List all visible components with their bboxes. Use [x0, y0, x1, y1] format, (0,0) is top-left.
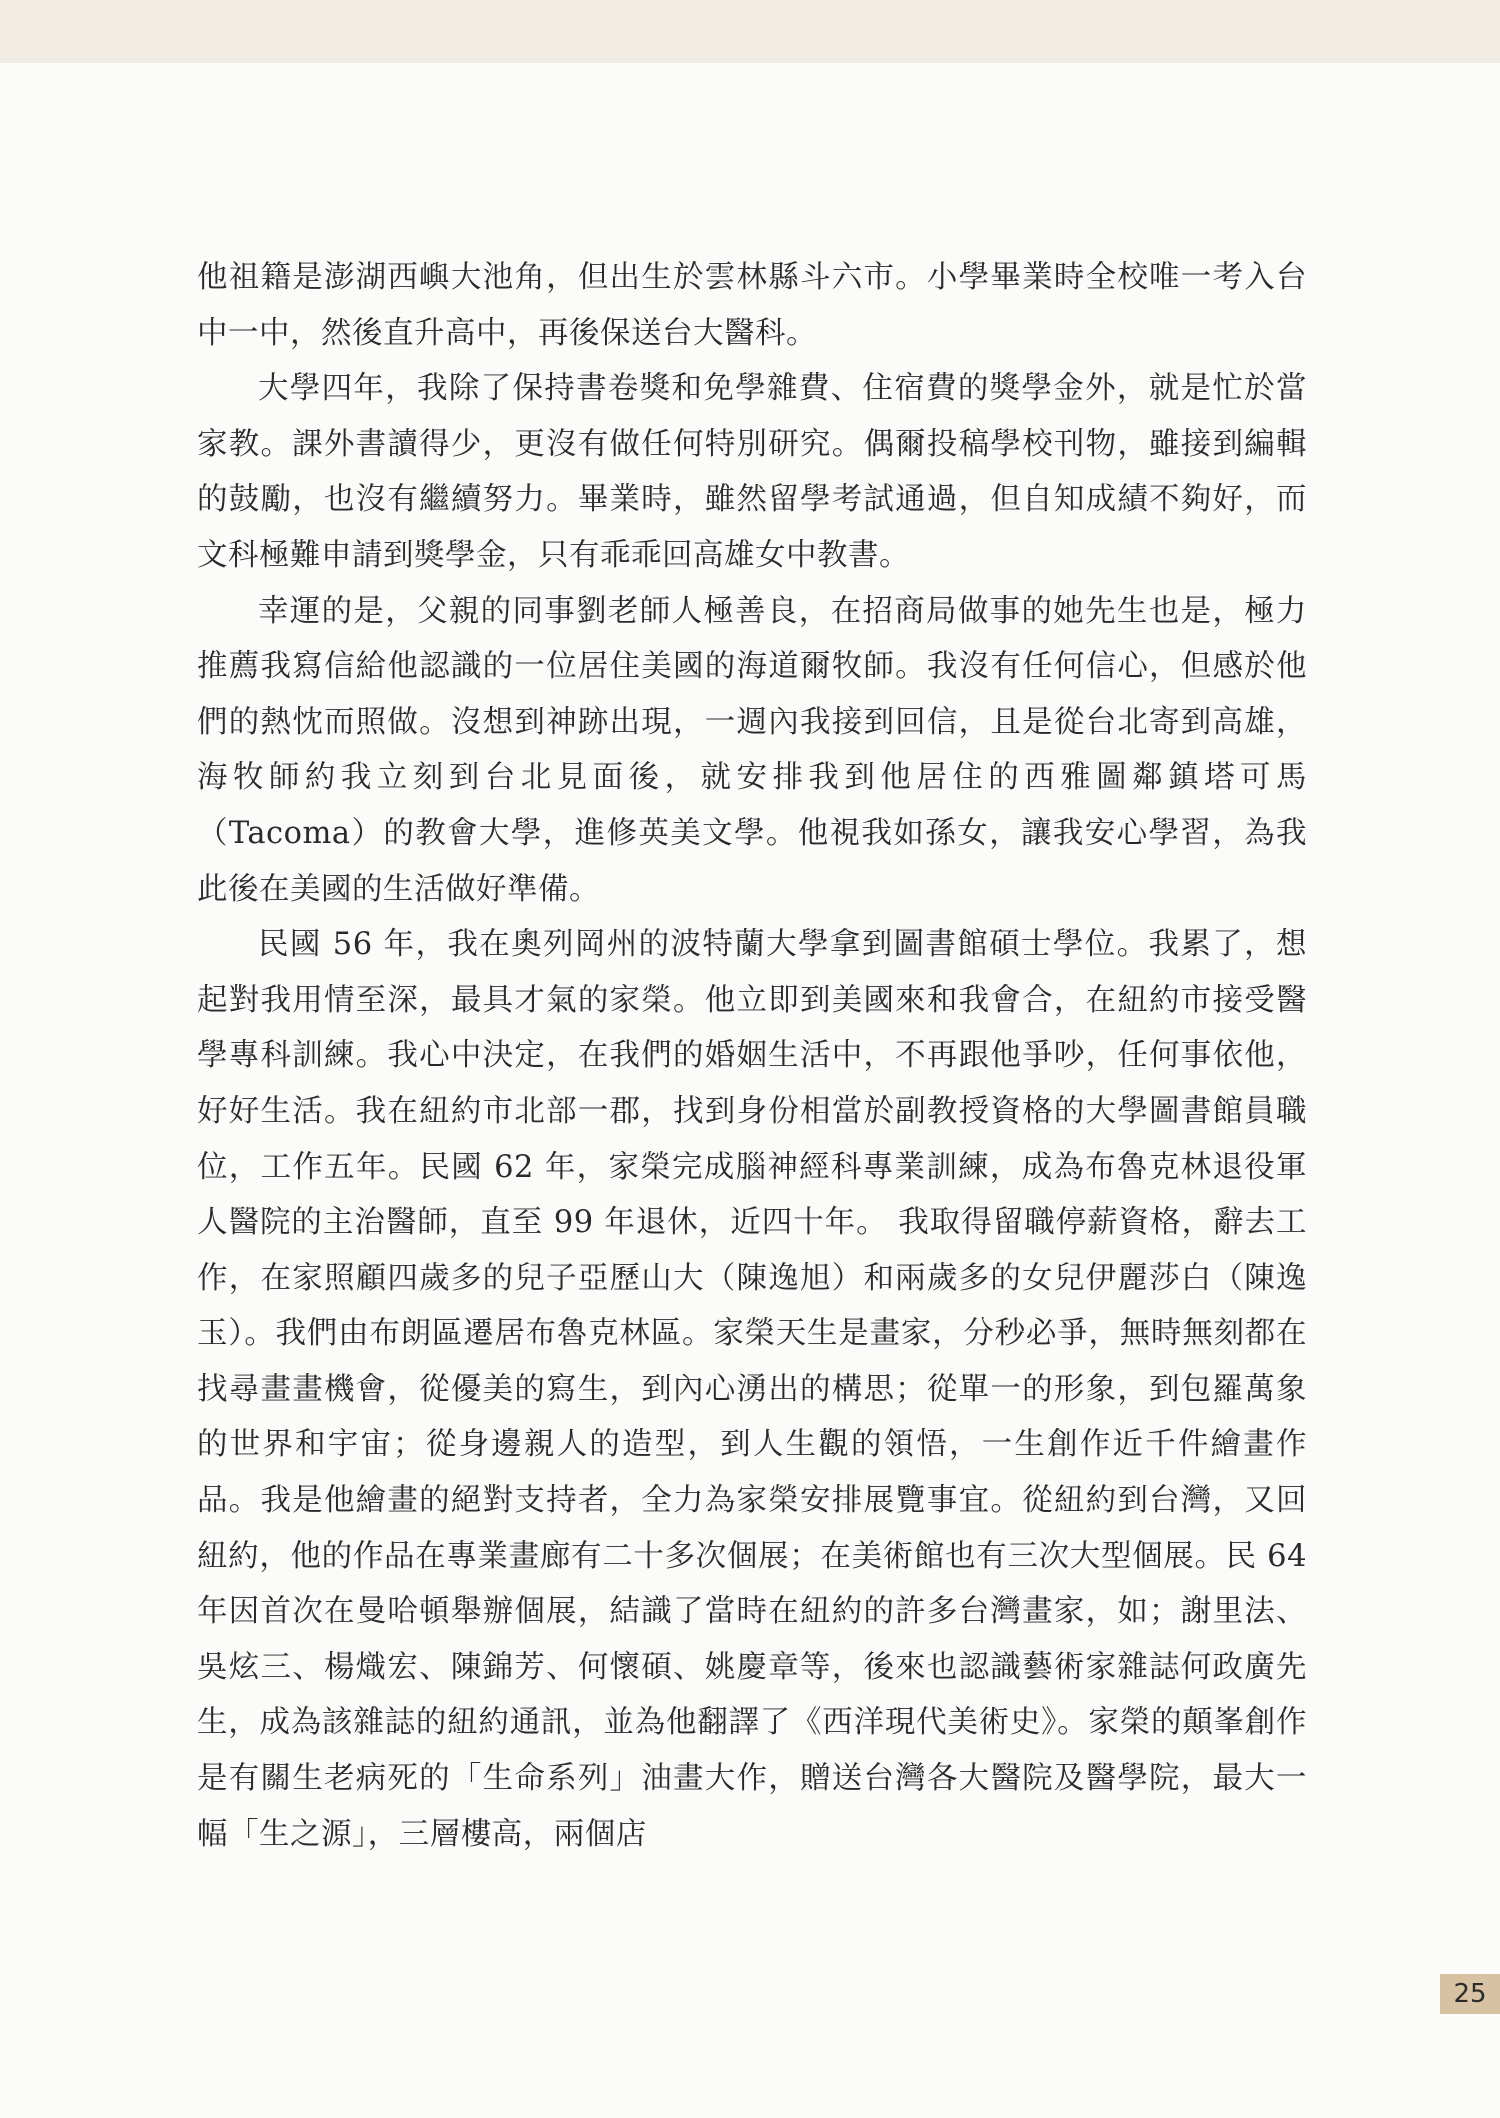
page-number: 25	[1440, 1974, 1500, 2014]
paragraph-2: 大學四年，我除了保持書卷獎和免學雜費、住宿費的獎學金外，就是忙於當家教。課外書讀得少，更沒有做任何特別研究。偶爾投稿學校刊物，雖接到編輯的鼓勵，也沒有繼續努力。畢業時，雖然留學考試通過，但自知成績不夠好，而文科極難申請到獎學金，只有乖乖回高雄女中教書。	[197, 371, 1307, 573]
paragraph-4: 民國 56 年，我在奧列岡州的波特蘭大學拿到圖書館碩士學位。我累了，想起對我用情至深，最具才氣的家榮。他立即到美國來和我會合，在紐約市接受醫學專科訓練。我心中決定，在我們的婚姻生活中，不再跟他爭吵，任何事依他，好好生活。我在紐約市北部一郡，找到身份相當於副教授資格的大學圖書館員職位，工作五年。民國 62 年，家榮完成腦神經科專業訓練，成為布魯克林退役軍人醫院的主治醫師，直至 99 年退休，近四十年。 我取得留職停薪資格，辭去工作，在家照顧四歲多的兒子亞歷山大（陳逸旭）和兩歲多的女兒伊麗莎白（陳逸玉）。我們由布朗區遷居布魯克林區。家榮天生是畫家，分秒必爭，無時無刻都在找尋畫畫機會，從優美的寫生，到內心湧出的構思；從單一的形象，到包羅萬象的世界和宇宙；從身邊親人的造型，到人生觀的領悟，一生創作近千件繪畫作品。我是他繪畫的絕對支持者，全力為家榮安排展覽事宜。從紐約到台灣，又回紐約，他的作品在專業畫廊有二十多次個展；在美術館也有三次大型個展。民 64 年因首次在曼哈頓舉辦個展，結識了當時在紐約的許多台灣畫家，如；謝里法、吳炫三、楊熾宏、陳錦芳、何懷碩、姚慶章等，後來也認識藝術家雜誌何政廣先生，成為該雜誌的紐約通訊，並為他翻譯了《西洋現代美術史》。家榮的顛峯創作是有關生老病死的「生命系列」油畫大作，贈送台灣各大醫院及醫學院，最大一幅「生之源」，三層樓高，兩個店	[197, 927, 1307, 1852]
page-top-band	[0, 0, 1500, 63]
body-text	[197, 250, 1307, 1862]
paragraph-1: 他祖籍是澎湖西嶼大池角，但出生於雲林縣斗六市。小學畢業時全校唯一考入台中一中，然後直升高中，再後保送台大醫科。	[197, 260, 1307, 351]
paragraph-3: 幸運的是，父親的同事劉老師人極善良，在招商局做事的她先生也是，極力推薦我寫信給他認識的一位居住美國的海道爾牧師。我沒有任何信心，但感於他們的熱忱而照做。沒想到神跡出現，一週內我接到回信，且是從台北寄到高雄，海牧師約我立刻到台北見面後，就安排我到他居住的西雅圖鄰鎮塔可馬（Tacoma）的教會大學，進修英美文學。他視我如孫女，讓我安心學習，為我此後在美國的生活做好準備。	[197, 593, 1307, 907]
